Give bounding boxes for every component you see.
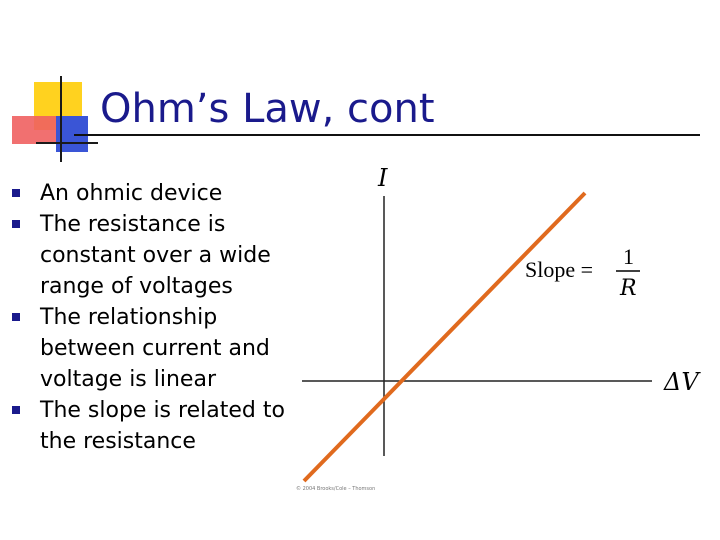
- slide-title: Ohm’s Law, cont: [100, 86, 435, 132]
- fraction-denominator: R: [620, 276, 637, 301]
- bullet-text: The slope is related to the resistance: [40, 398, 285, 454]
- x-axis-label: ΔV: [664, 368, 699, 396]
- bullet-text: The relationship between current and voltage is linear: [40, 305, 270, 392]
- ohmic-line: [304, 193, 585, 481]
- y-axis-label: I: [378, 164, 388, 192]
- copyright-credit: © 2004 Brooks/Cole – Thomson: [296, 486, 376, 492]
- fraction-numerator: 1: [623, 244, 634, 269]
- bullet-text: An ohmic device: [40, 181, 223, 206]
- bullet-text: The resistance is constant over a wide range of voltages: [40, 212, 271, 299]
- slope-label: Slope =: [525, 257, 594, 282]
